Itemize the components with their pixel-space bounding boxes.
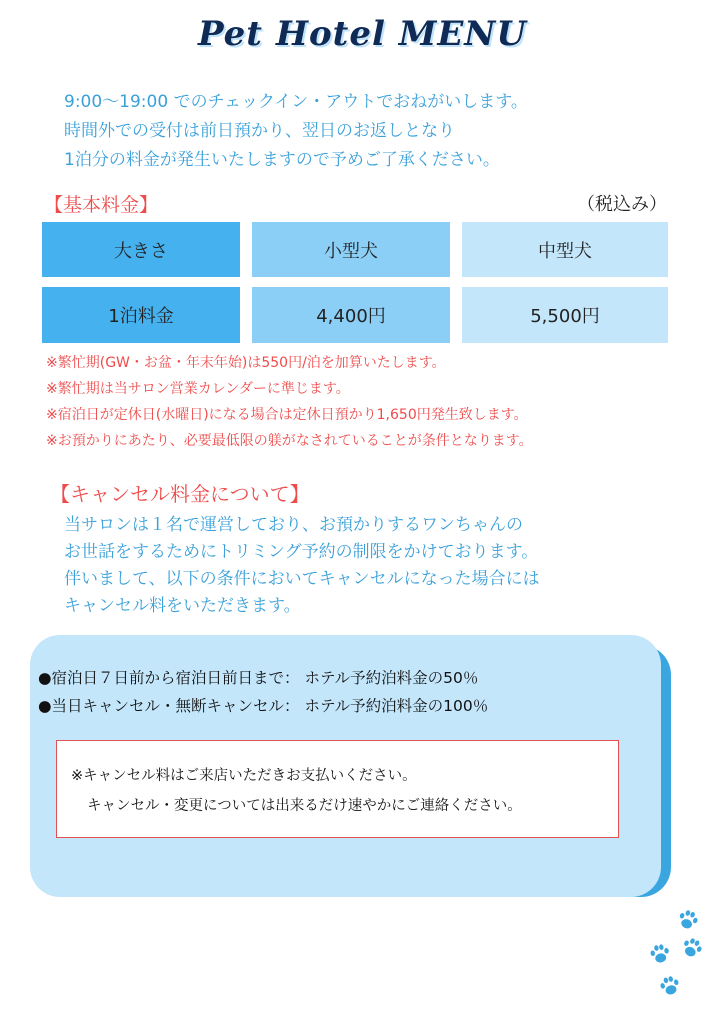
note-item: ※宿泊日が定休日(水曜日)になる場合は定休日預かり1,650円発生致します。 <box>46 407 528 423</box>
intro-line: 時間外での受付は前日預かり、翌日のお返しとなり <box>64 121 455 141</box>
basic-fee-heading: 【基本料金】 <box>44 194 159 216</box>
price-table <box>42 222 668 353</box>
table-row <box>42 287 668 343</box>
fee-item: ●宿泊日７日前から宿泊日前日まで： ホテル予約泊料金の50％ <box>38 669 479 687</box>
table-header-row <box>42 222 668 277</box>
intro-line: 9:00〜19:00 でのチェックイン・アウトでおねがいします。 <box>64 92 528 112</box>
page-title: Pet Hotel MENU <box>198 14 527 54</box>
tax-note: （税込み） <box>577 194 667 215</box>
header-medium-dog: 中型犬 <box>462 222 668 277</box>
intro-text <box>64 88 528 175</box>
cancel-fee-list <box>38 664 488 720</box>
cancel-description <box>64 512 540 620</box>
price-medium-dog: 5,500円 <box>462 287 668 343</box>
notice-line: ※キャンセル料はご来店いただきお支払いください。 <box>71 768 417 784</box>
notice-line: キャンセル・変更については出来るだけ速やかにご連絡ください。 <box>87 798 522 814</box>
intro-line: 1泊分の料金が発生いたしますので予めご了承ください。 <box>64 150 500 170</box>
paw-prints <box>640 900 725 1020</box>
cancel-line: 当サロンは１名で運営しており、お預かりするワンちゃんの <box>64 515 523 535</box>
note-item: ※お預かりにあたり、必要最低限の躾がなされていることが条件となります。 <box>46 433 533 449</box>
fee-notes <box>46 350 533 454</box>
cancel-heading: 【キャンセル料金について】 <box>50 482 310 506</box>
cancel-line: 伴いまして、以下の条件においてキャンセルになった場合には <box>64 569 540 589</box>
row-label: 1泊料金 <box>42 287 240 343</box>
price-small-dog: 4,400円 <box>252 287 450 343</box>
paw-print-icon <box>673 905 704 936</box>
cancel-line: キャンセル料をいただきます。 <box>64 596 301 616</box>
cancel-line: お世話をするためにトリミング予約の制限をかけております。 <box>64 542 539 562</box>
paw-print-icon <box>646 940 674 968</box>
payment-notice <box>56 740 619 838</box>
fee-item: ●当日キャンセル・無断キャンセル： ホテル予約泊料金の100％ <box>38 697 489 715</box>
paw-print-icon <box>676 932 708 964</box>
header-small-dog: 小型犬 <box>252 222 450 277</box>
header-size: 大きさ <box>42 222 240 277</box>
note-item: ※繁忙期(GW・お盆・年末年始)は550円/泊を加算いたします。 <box>46 355 446 371</box>
note-item: ※繁忙期は当サロン営業カレンダーに準じます。 <box>46 381 350 397</box>
paw-print-icon <box>655 971 684 1000</box>
